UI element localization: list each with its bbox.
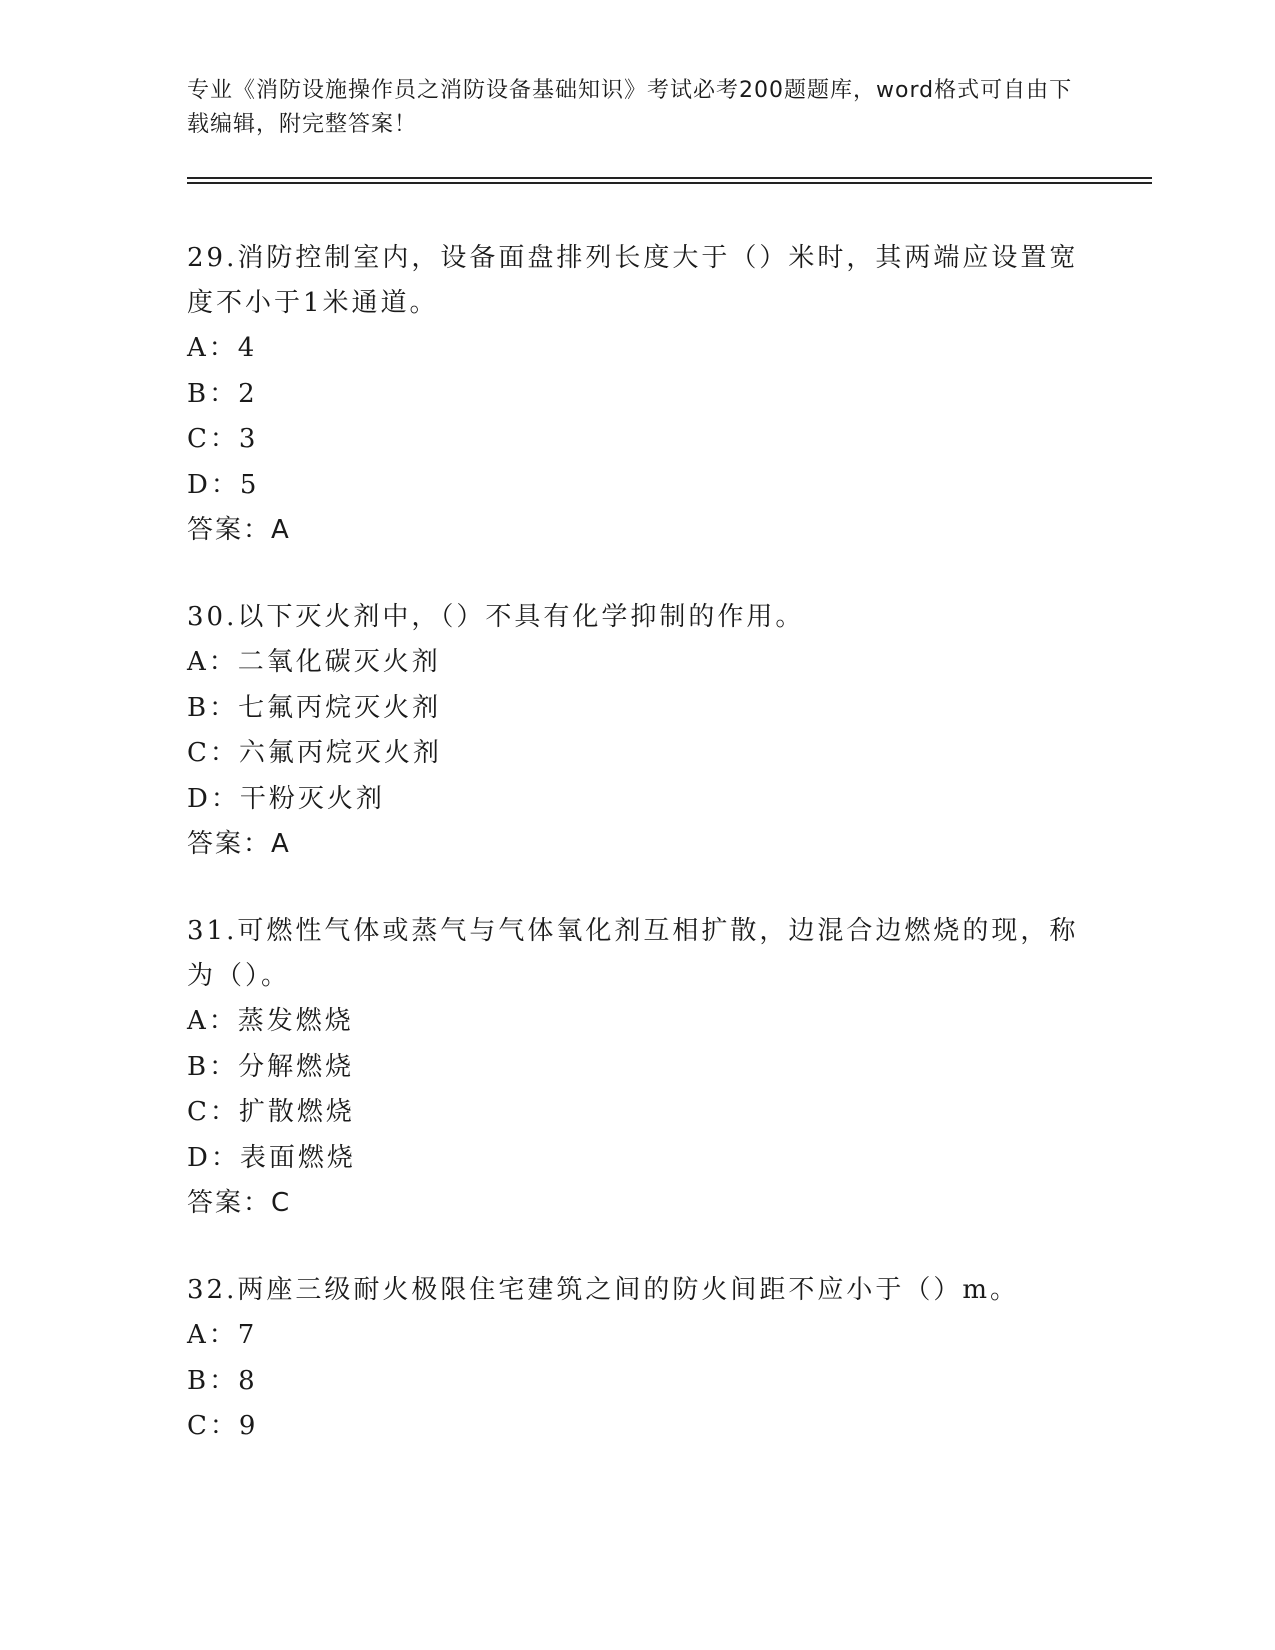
- document-header: 专业《消防设施操作员之消防设备基础知识》考试必考200题题库，word格式可自由下载编辑，附完整答案！: [187, 78, 1073, 137]
- option-d: D：表面燃烧: [187, 1142, 356, 1173]
- question-text: 30.以下灭火剂中，（）不具有化学抑制的作用。: [187, 602, 805, 632]
- option-b: B：2: [187, 378, 258, 409]
- option-d: D：干粉灭火剂: [187, 783, 385, 814]
- option-c: C：扩散燃烧: [187, 1097, 355, 1127]
- option-a: A：7: [187, 1320, 258, 1350]
- question-32: [187, 1268, 1087, 1450]
- header-divider-top: [187, 177, 1152, 179]
- answer-label: 答案：C: [187, 1188, 292, 1218]
- question-text: 31.可燃性气体或蒸气与气体氧化剂互相扩散，边混合边燃烧的现，称为（）。: [187, 916, 1079, 991]
- option-a: A：二氧化碳灭火剂: [187, 647, 441, 677]
- option-c: C：9: [187, 1411, 259, 1441]
- option-a: A：4: [187, 333, 258, 363]
- option-c: C：六氟丙烷灭火剂: [187, 738, 442, 768]
- answer-label: 答案：A: [187, 829, 291, 859]
- question-list: [187, 236, 1087, 1492]
- question-text: 32.两座三级耐火极限住宅建筑之间的防火间距不应小于（）m。: [187, 1275, 1020, 1305]
- option-b: B：8: [187, 1365, 258, 1396]
- question-30: [187, 595, 1087, 867]
- question-29: [187, 236, 1087, 553]
- option-c: C：3: [187, 424, 259, 454]
- option-d: D：5: [187, 469, 260, 500]
- question-text: 29.消防控制室内，设备面盘排列长度大于（）米时，其两端应设置宽度不小于1米通道。: [187, 243, 1079, 318]
- question-31: [187, 909, 1087, 1226]
- option-a: A：蒸发燃烧: [187, 1006, 354, 1036]
- option-b: B：分解燃烧: [187, 1051, 355, 1082]
- option-b: B：七氟丙烷灭火剂: [187, 692, 442, 723]
- header-divider-bottom: [187, 182, 1152, 184]
- answer-label: 答案：A: [187, 515, 291, 545]
